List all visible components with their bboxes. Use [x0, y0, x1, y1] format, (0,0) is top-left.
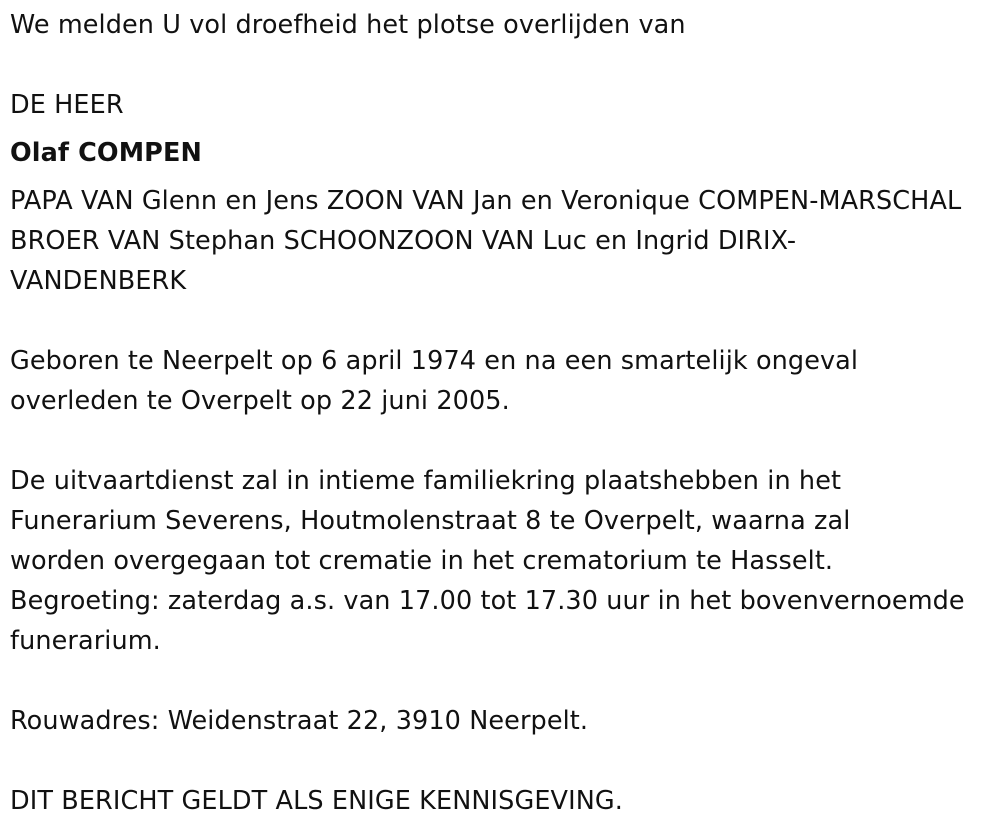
service-line-5: funerarium. — [10, 626, 161, 656]
service-line-4: Begroeting: zaterdag a.s. van 17.00 tot 17.30 uur in het bovenvernoemde — [10, 586, 965, 616]
deceased-name: Olaf COMPEN — [10, 138, 202, 168]
intro-text: We melden U vol droefheid het plotse overlijden van — [10, 10, 686, 40]
family-line-3: VANDENBERK — [10, 266, 187, 296]
birth-death-line-1: Geboren te Neerpelt op 6 april 1974 en na een smartelijk ongeval — [10, 346, 859, 376]
service-line-3: worden overgegaan tot crematie in het crematorium te Hasselt. — [10, 546, 834, 576]
birth-death-line-2: overleden te Overpelt op 22 juni 2005. — [10, 386, 510, 416]
mourning-address: Rouwadres: Weidenstraat 22, 3910 Neerpelt. — [10, 706, 589, 736]
service-line-1: De uitvaartdienst zal in intieme familiekring plaatshebben in het — [10, 466, 842, 496]
closing-statement: DIT BERICHT GELDT ALS ENIGE KENNISGEVING. — [10, 786, 623, 816]
family-line-2: BROER VAN Stephan SCHOONZOON VAN Luc en Ingrid DIRIX- — [10, 226, 797, 256]
salutation: DE HEER — [10, 90, 124, 120]
family-line-1: PAPA VAN Glenn en Jens ZOON VAN Jan en Veronique COMPEN-MARSCHAL — [10, 186, 962, 216]
service-line-2: Funerarium Severens, Houtmolenstraat 8 te Overpelt, waarna zal — [10, 506, 851, 536]
